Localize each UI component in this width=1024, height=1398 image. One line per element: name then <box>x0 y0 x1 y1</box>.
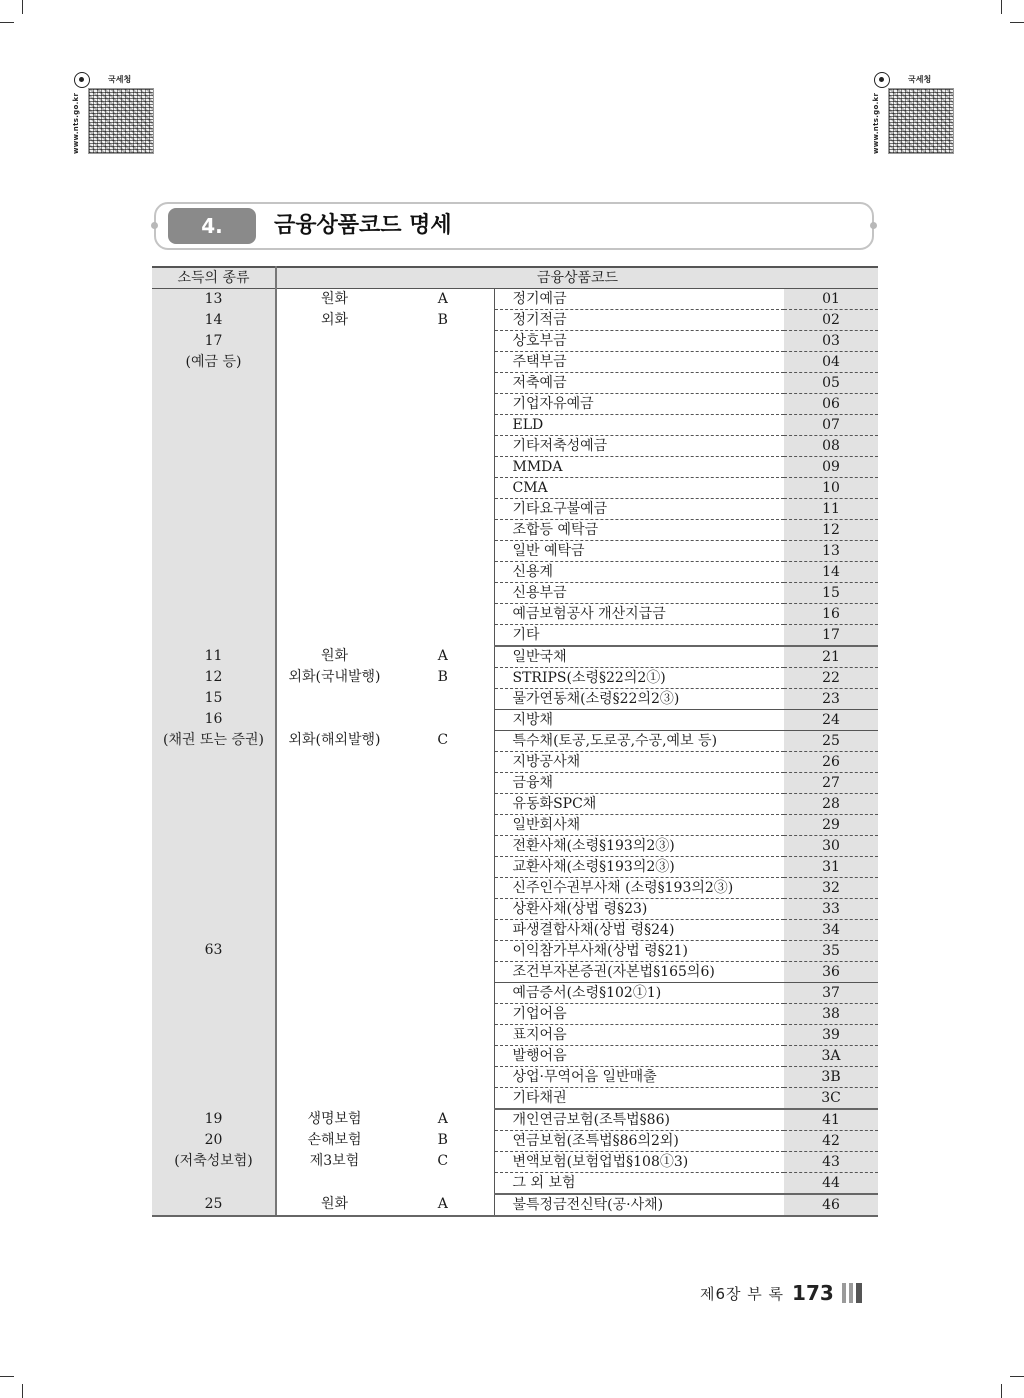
product-name: 상환사채(상법 령§23) <box>494 899 784 920</box>
qr-code-icon <box>88 88 154 154</box>
currency-type-cell <box>276 1109 392 1194</box>
product-code: 17 <box>784 625 878 647</box>
product-code: 22 <box>784 668 878 689</box>
currency-letter: B <box>437 1132 448 1148</box>
income-type-code: 12 <box>204 669 223 685</box>
section-number: 4. <box>168 208 256 244</box>
product-code: 14 <box>784 562 878 583</box>
currency-letter <box>392 709 494 730</box>
currency-letter: A <box>437 648 448 664</box>
currency-letter: A <box>437 1111 448 1127</box>
income-type-code: 17 <box>204 333 223 349</box>
product-code: 15 <box>784 583 878 604</box>
org-name: 국세청 <box>108 75 132 84</box>
income-type-code: 16 <box>204 711 223 727</box>
currency-letter-cell <box>392 1109 494 1194</box>
income-type-code: 63 <box>204 942 223 958</box>
product-name: 전환사채(소령§193의2③) <box>494 836 784 857</box>
product-name: 상호부금 <box>494 331 784 352</box>
product-name: 파생결합사채(상법 령§24) <box>494 920 784 941</box>
product-code: 09 <box>784 457 878 478</box>
product-name: 기업자유예금 <box>494 394 784 415</box>
product-name: 저축예금 <box>494 373 784 394</box>
product-code: 04 <box>784 352 878 373</box>
product-code: 07 <box>784 415 878 436</box>
kor-badge-icon <box>74 72 90 88</box>
product-code: 42 <box>784 1131 878 1152</box>
currency-letter: C <box>437 1153 449 1169</box>
product-name: 기타채권 <box>494 1088 784 1110</box>
product-code: 06 <box>784 394 878 415</box>
product-name: 기업어음 <box>494 1004 784 1025</box>
product-code: 43 <box>784 1152 878 1173</box>
product-code: 37 <box>784 983 878 1004</box>
table-row <box>152 1194 878 1216</box>
qr-code-icon <box>888 88 954 154</box>
product-name: 일반회사채 <box>494 815 784 836</box>
currency-letter-cell <box>392 1194 494 1216</box>
currency-letter <box>392 688 494 709</box>
currency-type <box>277 709 392 730</box>
product-code: 26 <box>784 752 878 773</box>
header-product-code: 금융상품코드 <box>276 267 878 289</box>
header-dot-icon <box>151 222 158 229</box>
product-name: 상업·무역어음 일반매출 <box>494 1067 784 1088</box>
product-code: 23 <box>784 689 878 710</box>
income-type-cell <box>152 289 276 647</box>
site-url: www.nts.go.kr <box>72 92 80 154</box>
income-type-code: 20 <box>204 1132 223 1148</box>
product-name: 예금증서(소령§102①1) <box>494 983 784 1004</box>
product-name: ELD <box>494 415 784 436</box>
product-name: 표지어음 <box>494 1025 784 1046</box>
currency-type: 생명보험 <box>307 1111 362 1127</box>
product-name: 신용부금 <box>494 583 784 604</box>
product-name: 유동화SPC채 <box>494 794 784 815</box>
product-code: 39 <box>784 1025 878 1046</box>
product-name: 일반 예탁금 <box>494 541 784 562</box>
spacer <box>152 751 275 940</box>
crop-mark <box>1001 0 1002 14</box>
currency-letter-cell <box>392 646 494 1109</box>
crop-mark <box>1010 22 1024 23</box>
product-code: 27 <box>784 773 878 794</box>
product-name: 금융채 <box>494 773 784 794</box>
table-row <box>152 289 878 310</box>
product-name: 그 외 보험 <box>494 1173 784 1195</box>
chapter-label: 제6장 부 록 <box>700 1284 785 1303</box>
product-name: 지방채 <box>494 710 784 731</box>
currency-type: 외화(해외발행) <box>288 732 381 748</box>
product-name: 정기예금 <box>494 289 784 310</box>
product-code: 33 <box>784 899 878 920</box>
product-code: 21 <box>784 646 878 668</box>
crop-mark <box>22 0 23 14</box>
income-type-cell <box>152 1109 276 1194</box>
product-code: 36 <box>784 962 878 983</box>
product-code: 30 <box>784 836 878 857</box>
site-url: www.nts.go.kr <box>872 92 880 154</box>
currency-letter: A <box>437 1196 448 1212</box>
footer-bars-icon <box>842 1283 862 1303</box>
income-type-code: 14 <box>204 312 223 328</box>
product-name: 기타요구불예금 <box>494 499 784 520</box>
product-name: 일반국채 <box>494 646 784 668</box>
product-code: 28 <box>784 794 878 815</box>
product-code: 35 <box>784 941 878 962</box>
product-name: 조합등 예탁금 <box>494 520 784 541</box>
currency-type: 외화 <box>320 312 349 328</box>
product-code: 34 <box>784 920 878 941</box>
product-name: 특수채(토공,도로공,수공,예보 등) <box>494 731 784 752</box>
product-code: 01 <box>784 289 878 310</box>
product-code: 41 <box>784 1109 878 1131</box>
product-code: 05 <box>784 373 878 394</box>
income-type-code: (채권 또는 증권) <box>163 732 264 748</box>
product-name: CMA <box>494 478 784 499</box>
income-type-code: 13 <box>204 291 223 307</box>
currency-type: 원화 <box>320 648 349 664</box>
org-name: 국세청 <box>908 75 932 84</box>
crop-mark <box>0 1376 14 1377</box>
crop-mark <box>1010 1376 1024 1377</box>
product-code: 03 <box>784 331 878 352</box>
table-row <box>152 1109 878 1131</box>
product-name: 주택부금 <box>494 352 784 373</box>
header-dot-icon <box>870 222 877 229</box>
currency-type: 원화 <box>320 291 349 307</box>
product-name: STRIPS(소령§22의2①) <box>494 668 784 689</box>
currency-letter: C <box>437 732 449 748</box>
product-name: 불특정금전신탁(공·사채) <box>494 1194 784 1216</box>
product-code: 08 <box>784 436 878 457</box>
product-code: 32 <box>784 878 878 899</box>
crop-mark <box>0 22 14 23</box>
product-name: 예금보험공사 개산지급금 <box>494 604 784 625</box>
product-code: 02 <box>784 310 878 331</box>
currency-type: 외화(국내발행) <box>288 669 381 685</box>
currency-letter: B <box>437 312 448 328</box>
kor-badge-icon <box>874 72 890 88</box>
product-name: 변액보험(보험업법§108①3) <box>494 1152 784 1173</box>
corner-logo-left <box>72 72 154 154</box>
income-type-code: 19 <box>204 1111 223 1127</box>
income-type-code: 25 <box>204 1196 223 1212</box>
currency-letter: A <box>437 291 448 307</box>
product-code-table <box>152 266 878 1217</box>
product-code: 29 <box>784 815 878 836</box>
page-footer <box>700 1280 862 1306</box>
product-name: 교환사채(소령§193의2③) <box>494 857 784 878</box>
product-code: 3C <box>784 1088 878 1110</box>
currency-type: 손해보험 <box>307 1132 362 1148</box>
product-code: 10 <box>784 478 878 499</box>
product-code: 13 <box>784 541 878 562</box>
income-type-cell <box>152 1194 276 1216</box>
product-code: 31 <box>784 857 878 878</box>
product-name: 기타저축성예금 <box>494 436 784 457</box>
currency-type-cell <box>276 1194 392 1216</box>
income-type-code: 11 <box>204 648 223 664</box>
product-code: 3A <box>784 1046 878 1067</box>
currency-type-cell <box>276 646 392 1109</box>
currency-type: 제3보험 <box>309 1153 360 1169</box>
currency-letter-cell <box>392 289 494 647</box>
product-name: 신용계 <box>494 562 784 583</box>
income-type-cell <box>152 646 276 1109</box>
product-code: 11 <box>784 499 878 520</box>
product-code: 25 <box>784 731 878 752</box>
product-name: 물가연동채(소령§22의2③) <box>494 689 784 710</box>
product-code: 12 <box>784 520 878 541</box>
product-name: 정기적금 <box>494 310 784 331</box>
currency-type-cell <box>276 289 392 647</box>
product-name: 신주인수권부사채 (소령§193의2③) <box>494 878 784 899</box>
product-name: 이익참가부사채(상법 령§21) <box>494 941 784 962</box>
product-code: 16 <box>784 604 878 625</box>
table-row <box>152 646 878 668</box>
income-type-code: (저축성보험) <box>174 1153 253 1169</box>
product-code: 46 <box>784 1194 878 1216</box>
product-name: 기타 <box>494 625 784 647</box>
corner-logo-right <box>872 72 954 154</box>
header-income-type: 소득의 종류 <box>152 267 276 289</box>
product-code: 3B <box>784 1067 878 1088</box>
product-name: 개인연금보험(조특법§86) <box>494 1109 784 1131</box>
income-type-code: (예금 등) <box>185 354 242 370</box>
currency-type <box>277 688 392 709</box>
crop-mark <box>1001 1384 1002 1398</box>
crop-mark <box>22 1384 23 1398</box>
product-code: 38 <box>784 1004 878 1025</box>
page-number: 173 <box>792 1281 834 1305</box>
product-code: 24 <box>784 710 878 731</box>
product-name: 발행어음 <box>494 1046 784 1067</box>
currency-letter: B <box>437 669 448 685</box>
product-name: 조건부자본증권(자본법§165의6) <box>494 962 784 983</box>
table-header-row <box>152 267 878 289</box>
product-name: 지방공사채 <box>494 752 784 773</box>
product-name: 연금보험(조특법§86의2외) <box>494 1131 784 1152</box>
income-type-code: 15 <box>204 690 223 706</box>
product-code: 44 <box>784 1173 878 1195</box>
product-name: MMDA <box>494 457 784 478</box>
currency-type: 원화 <box>320 1196 349 1212</box>
section-header <box>154 202 874 250</box>
section-title: 금융상품코드 명세 <box>274 213 452 238</box>
